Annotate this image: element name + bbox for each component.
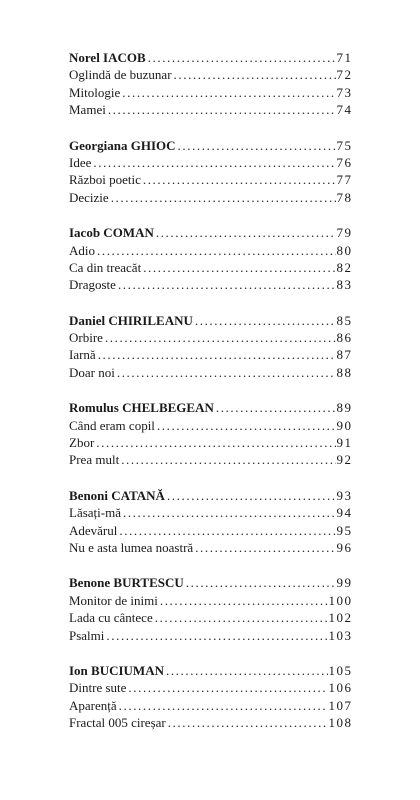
poem-title: Monitor de inimi bbox=[69, 592, 158, 608]
poem-entry[interactable] bbox=[69, 523, 351, 540]
dot-leader bbox=[111, 190, 336, 206]
poem-title: Orbire bbox=[69, 330, 103, 346]
page-number: 95 bbox=[336, 522, 353, 538]
dot-leader bbox=[216, 400, 336, 416]
author-entry[interactable] bbox=[69, 488, 351, 505]
page-number: 75 bbox=[336, 137, 353, 153]
dot-leader bbox=[168, 715, 328, 731]
page-number: 80 bbox=[336, 242, 353, 258]
poem-title: Când eram copil bbox=[69, 417, 155, 433]
poem-entry[interactable] bbox=[69, 155, 351, 172]
dot-leader bbox=[121, 452, 335, 468]
toc-section bbox=[69, 50, 351, 120]
poem-entry[interactable] bbox=[69, 540, 351, 557]
dot-leader bbox=[106, 628, 327, 644]
page-number: 102 bbox=[328, 610, 353, 626]
poem-title: Lada cu cântece bbox=[69, 610, 153, 626]
dot-leader bbox=[118, 277, 336, 293]
poem-title: Decizie bbox=[69, 189, 109, 205]
author-entry[interactable] bbox=[69, 663, 351, 680]
poem-entry[interactable] bbox=[69, 418, 351, 435]
author-name: Benone BURTESCU bbox=[69, 575, 184, 591]
dot-leader bbox=[160, 593, 328, 609]
page-number: 89 bbox=[336, 400, 353, 416]
dot-leader bbox=[117, 365, 336, 381]
poem-entry[interactable] bbox=[69, 610, 351, 627]
poem-title: Psalmi bbox=[69, 627, 105, 643]
poem-entry[interactable] bbox=[69, 330, 351, 347]
page-number: 87 bbox=[336, 347, 353, 363]
poem-entry[interactable] bbox=[69, 102, 351, 119]
dot-leader bbox=[98, 347, 336, 363]
poem-entry[interactable] bbox=[69, 260, 351, 277]
poem-title: Doar noi bbox=[69, 364, 115, 380]
author-name: Georgiana GHIOC bbox=[69, 137, 176, 153]
dot-leader bbox=[143, 260, 335, 276]
poem-title: Oglindă de buzunar bbox=[69, 67, 172, 83]
dot-leader bbox=[195, 313, 336, 329]
poem-title: Dragoste bbox=[69, 277, 116, 293]
poem-entry[interactable] bbox=[69, 347, 351, 364]
toc-section bbox=[69, 663, 351, 733]
poem-title: Zbor bbox=[69, 435, 95, 451]
dot-leader bbox=[156, 225, 336, 241]
page-number: 77 bbox=[336, 172, 353, 188]
page-number: 103 bbox=[328, 627, 353, 643]
page-number: 96 bbox=[336, 539, 353, 555]
poem-entry[interactable] bbox=[69, 243, 351, 260]
poem-entry[interactable] bbox=[69, 277, 351, 294]
dot-leader bbox=[178, 138, 336, 154]
page-number: 90 bbox=[336, 417, 353, 433]
author-entry[interactable] bbox=[69, 575, 351, 592]
poem-entry[interactable] bbox=[69, 628, 351, 645]
page-number: 79 bbox=[336, 225, 353, 241]
poem-entry[interactable] bbox=[69, 85, 351, 102]
poem-title: Fractal 005 cireșar bbox=[69, 715, 166, 731]
page-number: 99 bbox=[336, 575, 353, 591]
dot-leader bbox=[186, 575, 336, 591]
poem-title: Lăsați-mă bbox=[69, 505, 121, 521]
dot-leader bbox=[123, 505, 336, 521]
dot-leader bbox=[195, 540, 335, 556]
page-number: 94 bbox=[336, 505, 353, 521]
poem-entry[interactable] bbox=[69, 435, 351, 452]
toc-section bbox=[69, 575, 351, 645]
poem-title: Prea mult bbox=[69, 452, 120, 468]
dot-leader bbox=[97, 243, 336, 259]
page-number: 74 bbox=[336, 102, 353, 118]
toc-section bbox=[69, 488, 351, 558]
poem-title: Ca din treacăt bbox=[69, 259, 142, 275]
page-number: 106 bbox=[328, 680, 353, 696]
poem-entry[interactable] bbox=[69, 715, 351, 732]
poem-entry[interactable] bbox=[69, 593, 351, 610]
page-number: 73 bbox=[336, 84, 353, 100]
poem-title: Mitologie bbox=[69, 84, 121, 100]
poem-entry[interactable] bbox=[69, 505, 351, 522]
poem-title: Nu e asta lumea noastră bbox=[69, 539, 194, 555]
page-number: 85 bbox=[336, 312, 353, 328]
dot-leader bbox=[119, 698, 328, 714]
dot-leader bbox=[108, 102, 336, 118]
dot-leader bbox=[157, 418, 336, 434]
dot-leader bbox=[119, 523, 335, 539]
author-entry[interactable] bbox=[69, 313, 351, 330]
author-name: Norel IACOB bbox=[69, 50, 146, 65]
poem-title: Adio bbox=[69, 242, 95, 258]
page-number: 92 bbox=[336, 452, 353, 468]
poem-entry[interactable] bbox=[69, 698, 351, 715]
toc-section bbox=[69, 138, 351, 208]
page-number: 78 bbox=[336, 189, 353, 205]
page-number: 93 bbox=[336, 487, 353, 503]
dot-leader bbox=[166, 663, 328, 679]
author-entry[interactable] bbox=[69, 400, 351, 417]
author-name: Benoni CATANĂ bbox=[69, 487, 165, 503]
dot-leader bbox=[93, 155, 335, 171]
dot-leader bbox=[143, 172, 336, 188]
poem-entry[interactable] bbox=[69, 452, 351, 469]
toc-section bbox=[69, 313, 351, 383]
dot-leader bbox=[155, 610, 328, 626]
dot-leader bbox=[105, 330, 336, 346]
poem-entry[interactable] bbox=[69, 190, 351, 207]
page-number: 105 bbox=[328, 662, 353, 678]
poem-entry[interactable] bbox=[69, 172, 351, 189]
author-entry[interactable] bbox=[69, 50, 351, 67]
page-number: 108 bbox=[328, 715, 353, 731]
page-number: 82 bbox=[336, 259, 353, 275]
author-name: Ion BUCIUMAN bbox=[69, 662, 164, 678]
dot-leader bbox=[174, 67, 336, 83]
page-number: 72 bbox=[336, 67, 353, 83]
table-of-contents bbox=[69, 50, 351, 751]
poem-title: Iarnă bbox=[69, 347, 96, 363]
dot-leader bbox=[148, 50, 336, 66]
page-number: 91 bbox=[336, 435, 353, 451]
author-name: Iacob COMAN bbox=[69, 225, 154, 241]
poem-entry[interactable] bbox=[69, 67, 351, 84]
dot-leader bbox=[167, 488, 336, 504]
dot-leader bbox=[96, 435, 335, 451]
page-number: 76 bbox=[336, 154, 353, 170]
page-number: 100 bbox=[328, 592, 353, 608]
poem-title: Mamei bbox=[69, 102, 106, 118]
poem-entry[interactable] bbox=[69, 365, 351, 382]
page-number: 86 bbox=[336, 330, 353, 346]
page-number: 71 bbox=[336, 50, 353, 65]
author-name: Romulus CHELBEGEAN bbox=[69, 400, 214, 416]
poem-entry[interactable] bbox=[69, 680, 351, 697]
author-entry[interactable] bbox=[69, 138, 351, 155]
dot-leader bbox=[128, 680, 327, 696]
poem-title: Idee bbox=[69, 154, 92, 170]
page-number: 88 bbox=[336, 364, 353, 380]
author-name: Daniel CHIRILEANU bbox=[69, 312, 193, 328]
toc-section bbox=[69, 225, 351, 295]
author-entry[interactable] bbox=[69, 225, 351, 242]
poem-title: Dintre sute bbox=[69, 680, 127, 696]
poem-title: Adevărul bbox=[69, 522, 118, 538]
toc-section bbox=[69, 400, 351, 470]
page-number: 107 bbox=[328, 697, 353, 713]
poem-title: Aparență bbox=[69, 697, 117, 713]
poem-title: Război poetic bbox=[69, 172, 141, 188]
dot-leader bbox=[122, 85, 335, 101]
page-number: 83 bbox=[336, 277, 353, 293]
